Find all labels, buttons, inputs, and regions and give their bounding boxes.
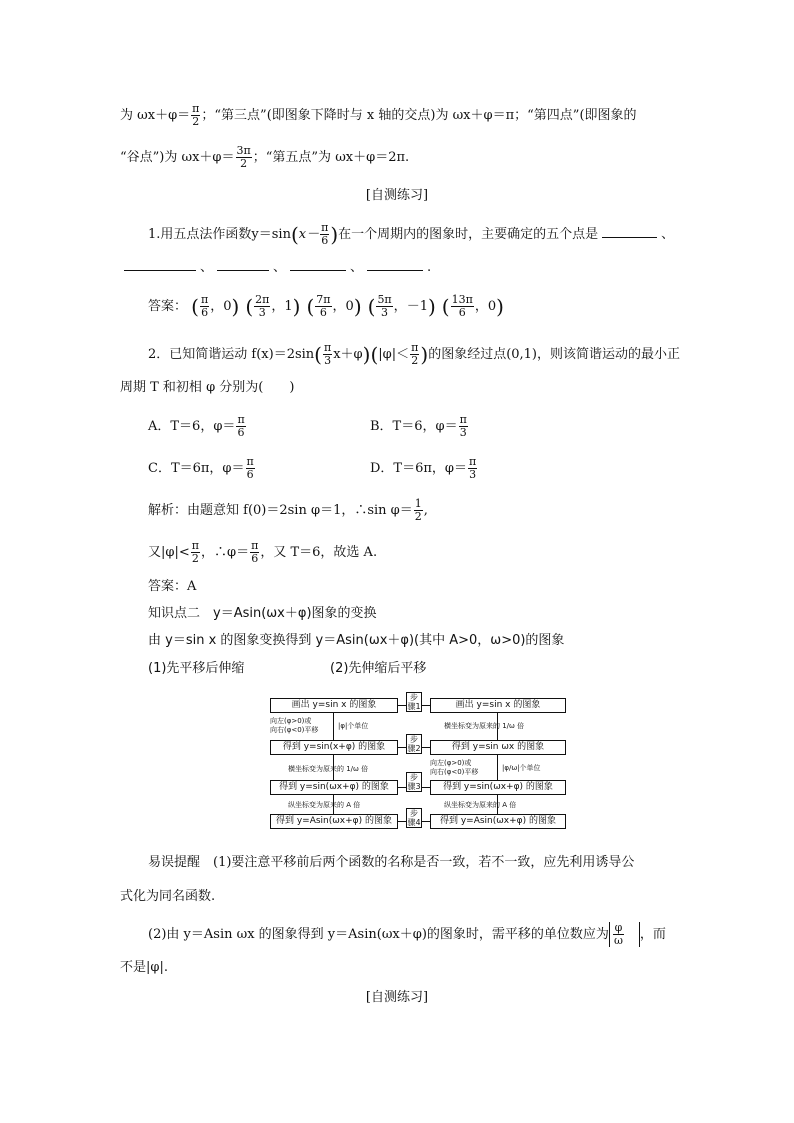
option-label: A．T＝6，φ＝: [148, 419, 236, 434]
numerator: π: [321, 221, 329, 234]
fraction: [191, 540, 200, 565]
flow-left-box-1: 画出 y=sin x 的图象: [270, 698, 398, 713]
var-x: x－: [298, 227, 320, 242]
text: ，∴φ＝: [201, 545, 250, 560]
text: 在一个周期内的图象时，主要确定的五个点是: [338, 227, 599, 242]
paren: ): [496, 294, 504, 319]
fraction: [191, 103, 200, 128]
answer-point: ( $\frac{\pi}{6}$ ，0): [191, 293, 240, 319]
section-heading: [自测练习]: [365, 188, 429, 203]
fraction: [376, 294, 392, 319]
text: |φ|＜: [378, 347, 410, 362]
paren: ): [292, 294, 301, 319]
subheading-1: (1)先平移后伸缩: [148, 661, 245, 676]
flow-right-note-2a: 向左(φ>0)或: [430, 759, 472, 767]
text: ，又 T＝6，故选 A.: [260, 545, 378, 560]
flow-right-box-4: 得到 y=Asin(ωx+φ) 的图象: [430, 814, 566, 829]
answer-point: ( $\frac{5\pi}{3}$ ，－1): [367, 293, 436, 319]
paren: ): [353, 294, 362, 319]
text: 的图象经过点(0,1)，则该简谐运动的最小正: [428, 347, 681, 362]
flow-left-box-3: 得到 y=sin(ωx+φ) 的图象: [270, 780, 398, 795]
numerator: π: [192, 102, 200, 115]
answer-blank[interactable]: [217, 258, 269, 271]
flow-left-box-2: 得到 y=sin(x+φ) 的图象: [270, 740, 398, 755]
flow-left-note-1c: |φ|个单位: [338, 722, 369, 730]
connector: [397, 821, 406, 822]
paren: (: [245, 294, 254, 319]
fraction: [320, 222, 329, 247]
option-c[interactable]: [148, 456, 256, 481]
paren: (: [191, 294, 199, 319]
denominator: 6: [201, 306, 209, 319]
text: 2．已知简谐运动 f(x)＝2sin: [148, 347, 315, 362]
step-4-label: 步骤4: [407, 809, 421, 827]
denominator: 6: [321, 234, 329, 247]
question-1: 1.用五点法作函数y＝sin(x－ $\frac{\pi}{6}$ )在一个周期内的图象时，主要确定的五个点是 、: [148, 221, 675, 247]
answer-blank[interactable]: [290, 258, 346, 271]
flow-left-note-1b: 向右(φ<0)平移: [270, 726, 319, 734]
numerator: π: [323, 341, 332, 354]
text: 为 ωx＋φ＝: [120, 108, 191, 123]
denominator: 6: [458, 306, 466, 319]
answer-point: ( $\frac{2\pi}{3}$ ，1): [245, 293, 301, 319]
numerator: π: [246, 455, 254, 468]
question-2-answer: 答案：A: [148, 579, 197, 594]
option-b[interactable]: [370, 414, 469, 439]
denominator: 6: [246, 468, 254, 481]
denominator: 2: [240, 157, 248, 170]
denominator: 2: [414, 510, 422, 523]
text-line: [120, 103, 637, 128]
knowledge-point-line: 由 y＝sin x 的图象变换得到 y＝Asin(ωx＋φ)(其中 A>0，ω>0)的图象: [148, 633, 565, 648]
paren: (: [306, 294, 315, 319]
paren: )(: [362, 342, 379, 367]
tip-line-3: [148, 922, 666, 947]
numerator: 5π: [377, 293, 392, 306]
answer-point: ( $\frac{13\pi}{6}$ ，0): [441, 293, 504, 319]
paren: (: [441, 294, 450, 319]
flow-right-box-3: 得到 y=sin(ωx+φ) 的图象: [430, 780, 566, 795]
answer-blank[interactable]: [602, 225, 657, 238]
connector: [421, 705, 430, 706]
fraction: [250, 540, 259, 565]
connector: [397, 747, 406, 748]
text: ，而: [639, 927, 666, 942]
denominator: 3: [459, 426, 467, 439]
text: x＋φ: [333, 347, 363, 362]
text: ,: [423, 503, 428, 518]
step-1-label: 步骤1: [407, 693, 421, 711]
numerator: π: [469, 455, 477, 468]
connector: [397, 705, 406, 706]
fraction: [414, 498, 423, 523]
tip-line-1: 易误提醒 (1)要注意平移前后两个函数的名称是否一致，若不一致，应先利用诱导公: [148, 855, 635, 870]
denominator: 3: [381, 306, 389, 319]
answer-blank[interactable]: [124, 258, 196, 271]
option-label: C．T＝6π，φ＝: [148, 461, 245, 476]
denominator: ω: [613, 934, 623, 947]
flow-right-box-1: 画出 y=sin x 的图象: [430, 698, 566, 713]
flow-left-note-2: 横坐标变为原来的 1/ω 倍: [288, 765, 369, 773]
value: －1: [406, 299, 428, 314]
option-a[interactable]: [148, 414, 247, 439]
flow-left-note-1a: 向左(φ>0)或: [270, 717, 312, 725]
paren: (: [290, 222, 299, 247]
connector: [397, 787, 406, 788]
tip-line-2: 式化为同名函数.: [120, 889, 216, 904]
solution-line-2: [148, 540, 377, 565]
flow-arrow: [333, 713, 334, 740]
fraction: [410, 342, 419, 367]
value: 1: [284, 299, 293, 314]
numerator: π: [251, 539, 259, 552]
fraction: [246, 456, 255, 481]
numerator: π: [411, 341, 419, 354]
answer-blank[interactable]: [367, 258, 423, 271]
step-3-label: 步骤3: [407, 773, 421, 791]
numerator: 2π: [255, 293, 270, 306]
flow-left-note-3: 纵坐标变为原来的 A 倍: [288, 801, 361, 809]
paren: ): [231, 294, 240, 319]
text: “谷点”)为 ωx＋φ＝: [120, 150, 235, 165]
question-2-line2: 周期 T 和初相 φ 分别为( ): [120, 380, 295, 395]
fraction: [451, 294, 474, 319]
numerator: π: [459, 413, 467, 426]
flow-right-note-1: 横坐标变为原来的 1/ω 倍: [444, 722, 525, 730]
connector: [421, 787, 430, 788]
paren: (: [367, 294, 376, 319]
flow-right-box-2: 得到 y=sin ωx 的图象: [430, 740, 566, 755]
connector: [421, 821, 430, 822]
value: 0: [345, 299, 354, 314]
text: 又|φ|<: [148, 545, 190, 560]
text: ；“第三点”(即图象下降时与 x 轴的交点)为 ωx＋φ＝π；“第四点”(即图象的: [201, 108, 637, 123]
answer-point: ( $\frac{7\pi}{6}$ ，0): [306, 293, 362, 319]
text: (2)由 y＝Asin ωx 的图象得到 y＝Asin(ωx＋φ)的图象时，需平移的单位数应为: [148, 927, 609, 942]
text: 解析：由题意知 f(0)＝2sin φ＝1，∴sin φ＝: [148, 503, 413, 518]
denominator: 3: [324, 354, 332, 367]
denominator: 6: [319, 306, 327, 319]
answer-label: 答案：: [148, 299, 188, 314]
denominator: 3: [258, 306, 266, 319]
fraction: [236, 145, 252, 170]
fraction: [468, 456, 477, 481]
numerator: 1: [414, 497, 422, 510]
subheading-2: (2)先伸缩后平移: [330, 661, 427, 676]
fraction: [613, 922, 624, 947]
numerator: π: [191, 539, 199, 552]
option-label: D．T＝6π，φ＝: [370, 461, 468, 476]
flow-right-note-3: 纵坐标变为原来的 A 倍: [444, 801, 517, 809]
option-label: B．T＝6，φ＝: [370, 419, 458, 434]
fraction: [236, 414, 245, 439]
paren: (: [314, 342, 322, 367]
numerator: 7π: [316, 293, 331, 306]
denominator: 6: [251, 552, 259, 565]
denominator: 2: [411, 354, 419, 367]
text: ；“第五点”为 ωx＋φ＝2π.: [252, 150, 410, 165]
solution-line-1: [148, 498, 428, 523]
numerator: 3π: [236, 144, 251, 157]
question-2: [148, 342, 680, 367]
question-1-blanks: 、 、 、 .: [120, 258, 431, 278]
value: 0: [487, 299, 497, 314]
fraction: [200, 294, 209, 319]
option-d[interactable]: [370, 456, 478, 481]
numerator: φ: [614, 921, 623, 934]
fraction: [459, 414, 468, 439]
section-heading: [自测练习]: [365, 990, 429, 1005]
denominator: 6: [237, 426, 245, 439]
fraction: [323, 342, 332, 367]
text: 1.用五点法作函数y＝sin: [148, 227, 291, 242]
numerator: π: [200, 293, 209, 306]
numerator: 13π: [451, 293, 473, 306]
transformation-flowchart: [268, 690, 568, 835]
flow-right-note-2b: 向右(φ<0)平移: [430, 768, 479, 776]
flow-arrow: [497, 755, 498, 780]
fraction: [254, 294, 270, 319]
flow-right-note-2c: |φ/ω|个单位: [502, 764, 541, 772]
value: 0: [223, 299, 232, 314]
fraction: [315, 294, 331, 319]
denominator: 3: [469, 468, 477, 481]
flow-left-box-4: 得到 y=Asin(ωx+φ) 的图象: [270, 814, 398, 829]
paren: ): [427, 294, 436, 319]
denominator: 2: [192, 115, 200, 128]
numerator: π: [237, 413, 245, 426]
paren: ): [330, 222, 339, 247]
denominator: 2: [191, 552, 199, 565]
tip-line-4: 不是|φ|.: [120, 960, 168, 975]
step-2-label: 步骤2: [407, 735, 421, 753]
text-line: [120, 145, 409, 170]
question-1-answer: [148, 294, 510, 319]
paren: ): [420, 342, 429, 367]
knowledge-point-title: 知识点二 y＝Asin(ωx＋φ)图象的变换: [148, 606, 377, 621]
answer-points: [191, 293, 510, 319]
connector: [421, 747, 430, 748]
